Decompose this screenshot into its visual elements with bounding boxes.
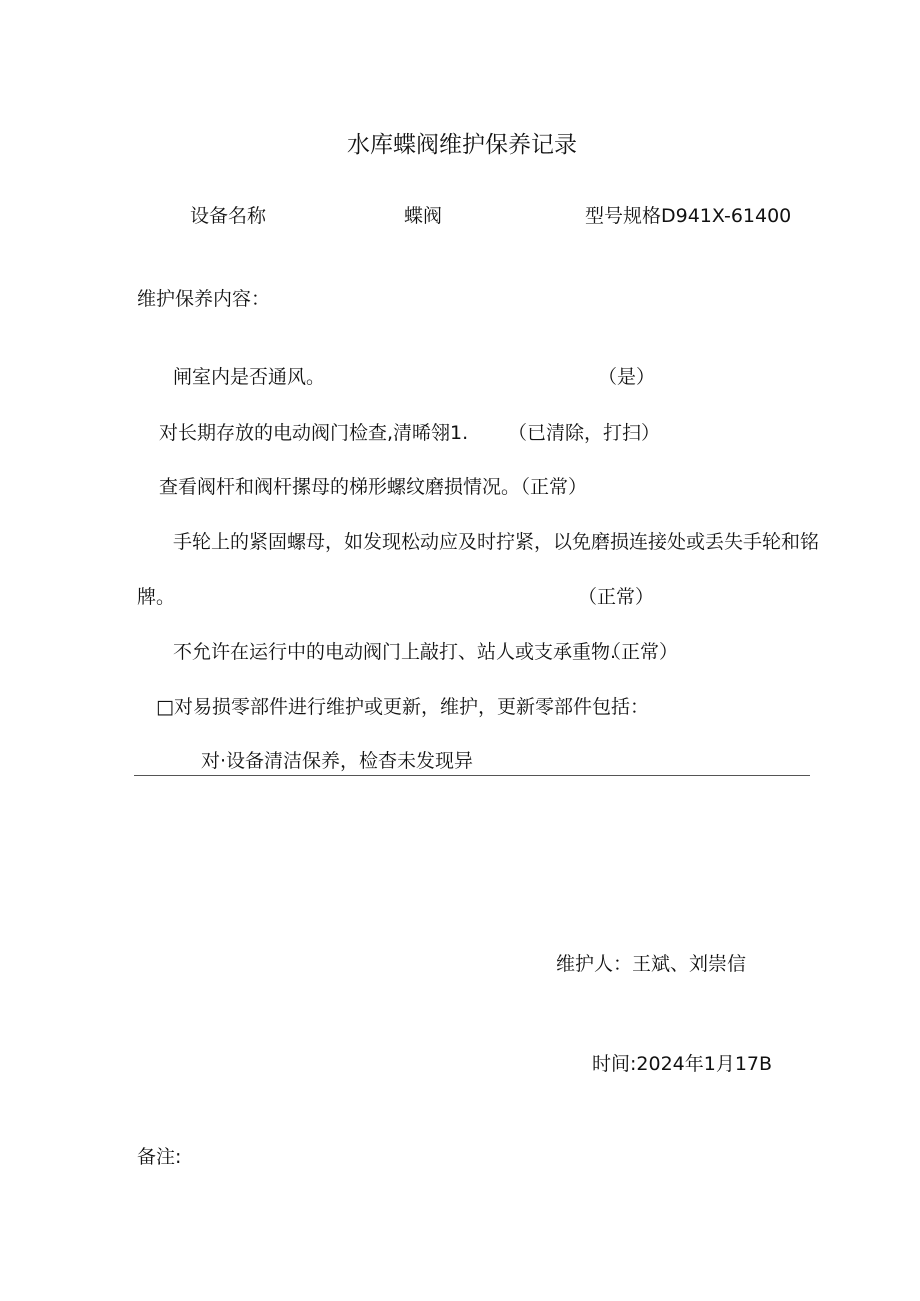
equipment-model: 型号规格D941X-61400 (585, 205, 792, 227)
item-5-text: 不允许在运行中的电动阀门上敲打、站人或支承重物. (173, 641, 617, 663)
item-3-result: （正常） (511, 476, 588, 498)
item-3-text: 查看阀杆和阀杆摞母的梯形螺纹磨损情况。 (159, 476, 521, 498)
item-6-text: □对易损零部件进行维护或更新，维护，更新零部件包括： (156, 696, 649, 718)
equipment-name-label: 设备名称 (190, 205, 267, 227)
item-5-result: （正常） (602, 641, 679, 663)
date: 时间:2024年1月17B (592, 1053, 773, 1075)
item-4-result: （正常） (578, 586, 655, 608)
fill-in-line (134, 775, 810, 776)
remarks-label: 备注: (137, 1146, 182, 1168)
item-2-result: （已清除，打扫） (508, 422, 661, 444)
item-1-text: 闸室内是否通风。 (173, 366, 326, 388)
item-2-text: 对长期存放的电动阀门检查,清晞翎1. (159, 422, 469, 444)
equipment-name-value: 蝶阀 (404, 205, 443, 227)
document-title: 水库蝶阀维护保养记录 (347, 132, 577, 158)
item-1-result: （是） (598, 366, 656, 388)
item-4-text: 手轮上的紧固螺母，如发现松动应及时拧紧，以免磨损连接处或丢失手轮和铭 (173, 531, 820, 553)
section-heading: 维护保养内容： (137, 288, 271, 310)
maintainer: 维护人：王斌、刘崇信 (556, 953, 747, 975)
item-7-text: 对·设备清洁保养，检杳未发现异 (201, 750, 474, 772)
item-4-continuation: 牌。 (137, 586, 176, 608)
